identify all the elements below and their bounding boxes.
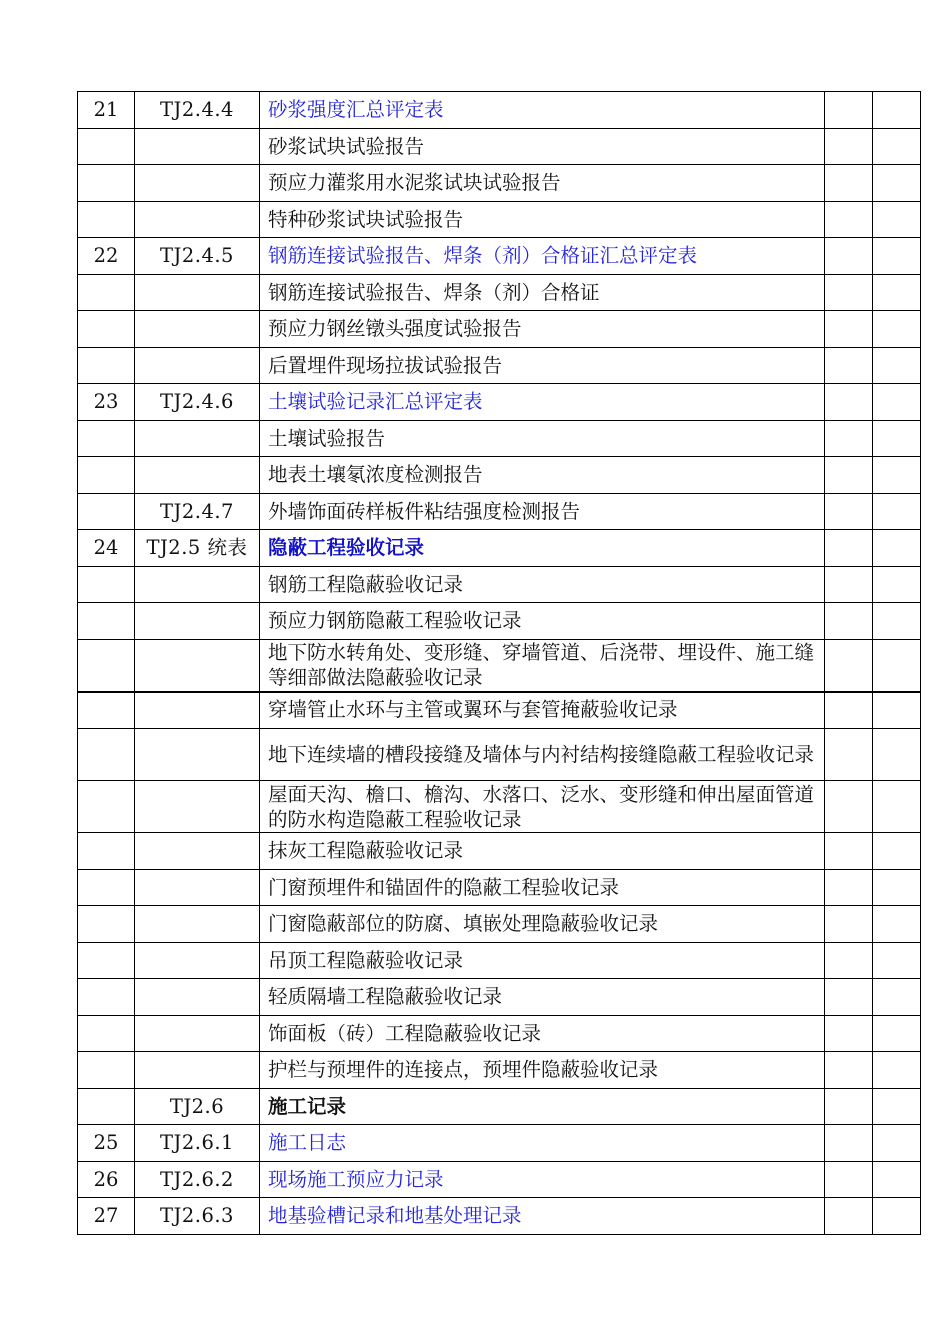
row-blank-cell-b <box>873 1162 921 1198</box>
row-blank-cell-a <box>825 1125 873 1162</box>
row-number-cell <box>78 165 135 202</box>
row-blank-cell-a <box>825 457 873 494</box>
row-number-cell <box>78 729 135 781</box>
row-code-cell: TJ2.6.3 <box>135 1198 260 1235</box>
row-blank-cell-a <box>825 567 873 603</box>
table-row <box>78 906 921 943</box>
table-row <box>78 1125 921 1162</box>
row-title-cell: 钢筋连接试验报告、焊条（剂）合格证 <box>260 275 825 311</box>
row-number-cell <box>78 603 135 640</box>
row-blank-cell-b <box>873 275 921 311</box>
row-blank-cell-a <box>825 494 873 530</box>
row-code-cell <box>135 421 260 457</box>
row-blank-cell-a <box>825 421 873 457</box>
row-number-cell <box>78 1016 135 1052</box>
row-number-cell <box>78 275 135 311</box>
row-blank-cell-b <box>873 692 921 729</box>
row-title-cell[interactable]: 砂浆强度汇总评定表 <box>260 92 825 129</box>
row-number-cell: 25 <box>78 1125 135 1162</box>
row-code-cell: TJ2.6.1 <box>135 1125 260 1162</box>
row-code-cell <box>135 567 260 603</box>
row-title-cell[interactable]: 施工日志 <box>260 1125 825 1162</box>
row-blank-cell-b <box>873 870 921 906</box>
row-blank-cell-a <box>825 311 873 348</box>
row-number-cell <box>78 781 135 833</box>
table-row <box>78 348 921 384</box>
table-row <box>78 165 921 202</box>
row-number-cell <box>78 979 135 1016</box>
table-row <box>78 384 921 421</box>
table-row <box>78 1089 921 1125</box>
table-row <box>78 943 921 979</box>
row-number-cell: 24 <box>78 530 135 567</box>
row-blank-cell-b <box>873 311 921 348</box>
row-code-cell <box>135 640 260 692</box>
row-blank-cell-b <box>873 943 921 979</box>
row-code-cell: TJ2.4.6 <box>135 384 260 421</box>
document-index-table <box>77 91 921 1235</box>
table-row <box>78 1162 921 1198</box>
table-row <box>78 457 921 494</box>
row-number-cell <box>78 833 135 870</box>
row-blank-cell-a <box>825 640 873 692</box>
row-blank-cell-b <box>873 238 921 275</box>
row-blank-cell-a <box>825 1016 873 1052</box>
row-code-cell <box>135 1016 260 1052</box>
row-blank-cell-a <box>825 129 873 165</box>
row-blank-cell-a <box>825 906 873 943</box>
row-number-cell <box>78 692 135 729</box>
row-blank-cell-a <box>825 1052 873 1089</box>
row-number-cell <box>78 1052 135 1089</box>
row-blank-cell-a <box>825 729 873 781</box>
row-blank-cell-a <box>825 202 873 238</box>
row-number-cell <box>78 870 135 906</box>
table-row <box>78 530 921 567</box>
row-number-cell <box>78 348 135 384</box>
row-code-cell <box>135 129 260 165</box>
row-blank-cell-b <box>873 92 921 129</box>
table-row <box>78 129 921 165</box>
row-code-cell <box>135 781 260 833</box>
row-blank-cell-a <box>825 870 873 906</box>
table-row <box>78 238 921 275</box>
row-number-cell: 22 <box>78 238 135 275</box>
row-code-cell <box>135 457 260 494</box>
row-blank-cell-b <box>873 640 921 692</box>
row-title-cell: 门窗预埋件和锚固件的隐蔽工程验收记录 <box>260 870 825 906</box>
row-title-cell: 外墙饰面砖样板件粘结强度检测报告 <box>260 494 825 530</box>
row-title-cell[interactable]: 地基验槽记录和地基处理记录 <box>260 1198 825 1235</box>
row-title-cell: 钢筋工程隐蔽验收记录 <box>260 567 825 603</box>
row-number-cell: 26 <box>78 1162 135 1198</box>
table-row <box>78 870 921 906</box>
row-blank-cell-b <box>873 457 921 494</box>
row-title-cell: 门窗隐蔽部位的防腐、填嵌处理隐蔽验收记录 <box>260 906 825 943</box>
row-blank-cell-b <box>873 421 921 457</box>
row-code-cell <box>135 943 260 979</box>
table-row <box>78 311 921 348</box>
row-number-cell <box>78 457 135 494</box>
row-code-cell <box>135 202 260 238</box>
table-row <box>78 603 921 640</box>
row-title-cell: 预应力钢筋隐蔽工程验收记录 <box>260 603 825 640</box>
row-title-cell: 饰面板（砖）工程隐蔽验收记录 <box>260 1016 825 1052</box>
row-blank-cell-a <box>825 238 873 275</box>
row-code-cell <box>135 833 260 870</box>
row-code-cell: TJ2.6 <box>135 1089 260 1125</box>
row-code-cell <box>135 348 260 384</box>
row-title-cell: 轻质隔墙工程隐蔽验收记录 <box>260 979 825 1016</box>
row-number-cell: 23 <box>78 384 135 421</box>
row-title-cell: 预应力钢丝镦头强度试验报告 <box>260 311 825 348</box>
row-title-cell: 地下连续墙的槽段接缝及墙体与内衬结构接缝隐蔽工程验收记录 <box>260 729 825 781</box>
row-code-cell <box>135 275 260 311</box>
table-body <box>78 92 921 1235</box>
table-row <box>78 979 921 1016</box>
row-title-cell: 砂浆试块试验报告 <box>260 129 825 165</box>
row-blank-cell-a <box>825 1198 873 1235</box>
row-code-cell <box>135 1052 260 1089</box>
row-blank-cell-b <box>873 1089 921 1125</box>
row-title-cell: 后置埋件现场拉拔试验报告 <box>260 348 825 384</box>
table-row <box>78 421 921 457</box>
row-title-cell: 护栏与预埋件的连接点，预埋件隐蔽验收记录 <box>260 1052 825 1089</box>
row-code-cell: TJ2.4.5 <box>135 238 260 275</box>
row-blank-cell-a <box>825 384 873 421</box>
row-title-cell: 穿墙管止水环与主管或翼环与套管掩蔽验收记录 <box>260 692 825 729</box>
row-number-cell <box>78 943 135 979</box>
row-title-cell: 地下防水转角处、变形缝、穿墙管道、后浇带、埋设件、施工缝等细部做法隐蔽验收记录 <box>260 640 825 692</box>
row-number-cell <box>78 567 135 603</box>
table-row <box>78 1052 921 1089</box>
row-blank-cell-a <box>825 1089 873 1125</box>
row-title-cell: 地表土壤氡浓度检测报告 <box>260 457 825 494</box>
row-number-cell <box>78 129 135 165</box>
row-blank-cell-a <box>825 833 873 870</box>
row-blank-cell-b <box>873 979 921 1016</box>
row-blank-cell-b <box>873 833 921 870</box>
row-title-cell: 吊顶工程隐蔽验收记录 <box>260 943 825 979</box>
row-blank-cell-b <box>873 129 921 165</box>
row-number-cell <box>78 202 135 238</box>
row-blank-cell-b <box>873 384 921 421</box>
row-number-cell: 27 <box>78 1198 135 1235</box>
row-number-cell: 21 <box>78 92 135 129</box>
row-blank-cell-b <box>873 348 921 384</box>
row-blank-cell-b <box>873 729 921 781</box>
row-blank-cell-a <box>825 165 873 202</box>
row-blank-cell-a <box>825 692 873 729</box>
table-row <box>78 275 921 311</box>
row-title-cell: 屋面天沟、檐口、檐沟、水落口、泛水、变形缝和伸出屋面管道的防水构造隐蔽工程验收记录 <box>260 781 825 833</box>
row-blank-cell-a <box>825 1162 873 1198</box>
row-blank-cell-a <box>825 92 873 129</box>
row-number-cell <box>78 311 135 348</box>
row-blank-cell-a <box>825 781 873 833</box>
row-blank-cell-b <box>873 603 921 640</box>
row-title-cell: 抹灰工程隐蔽验收记录 <box>260 833 825 870</box>
row-title-cell[interactable]: 土壤试验记录汇总评定表 <box>260 384 825 421</box>
table-row <box>78 494 921 530</box>
row-blank-cell-b <box>873 494 921 530</box>
table-row <box>78 640 921 692</box>
row-code-cell <box>135 729 260 781</box>
table-row <box>78 833 921 870</box>
row-code-cell <box>135 165 260 202</box>
table-row <box>78 92 921 129</box>
row-title-cell: 特种砂浆试块试验报告 <box>260 202 825 238</box>
row-code-cell <box>135 692 260 729</box>
table-row <box>78 567 921 603</box>
table-row <box>78 781 921 833</box>
row-title-cell: 土壤试验报告 <box>260 421 825 457</box>
table-row <box>78 1016 921 1052</box>
row-title-cell: 预应力灌浆用水泥浆试块试验报告 <box>260 165 825 202</box>
row-code-cell <box>135 603 260 640</box>
row-blank-cell-a <box>825 979 873 1016</box>
row-title-cell[interactable]: 钢筋连接试验报告、焊条（剂）合格证汇总评定表 <box>260 238 825 275</box>
row-number-cell <box>78 1089 135 1125</box>
table-row <box>78 202 921 238</box>
row-blank-cell-b <box>873 567 921 603</box>
row-blank-cell-a <box>825 275 873 311</box>
row-code-cell: TJ2.4.4 <box>135 92 260 129</box>
row-blank-cell-a <box>825 530 873 567</box>
table-row <box>78 692 921 729</box>
row-blank-cell-b <box>873 202 921 238</box>
row-number-cell <box>78 906 135 943</box>
table-row <box>78 729 921 781</box>
row-blank-cell-b <box>873 1052 921 1089</box>
row-code-cell: TJ2.4.7 <box>135 494 260 530</box>
row-code-cell <box>135 870 260 906</box>
row-code-cell: TJ2.6.2 <box>135 1162 260 1198</box>
row-blank-cell-b <box>873 906 921 943</box>
row-title-cell[interactable]: 隐蔽工程验收记录 <box>260 530 825 567</box>
row-code-cell <box>135 979 260 1016</box>
row-blank-cell-a <box>825 943 873 979</box>
row-blank-cell-b <box>873 530 921 567</box>
row-number-cell <box>78 640 135 692</box>
row-blank-cell-b <box>873 1198 921 1235</box>
row-title-cell: 施工记录 <box>260 1089 825 1125</box>
row-blank-cell-a <box>825 348 873 384</box>
row-number-cell <box>78 421 135 457</box>
row-code-cell <box>135 906 260 943</box>
row-number-cell <box>78 494 135 530</box>
row-title-cell[interactable]: 现场施工预应力记录 <box>260 1162 825 1198</box>
row-code-cell: TJ2.5 统表 <box>135 530 260 567</box>
row-blank-cell-a <box>825 603 873 640</box>
row-blank-cell-b <box>873 165 921 202</box>
row-blank-cell-b <box>873 781 921 833</box>
row-blank-cell-b <box>873 1016 921 1052</box>
table-row <box>78 1198 921 1235</box>
row-blank-cell-b <box>873 1125 921 1162</box>
row-code-cell <box>135 311 260 348</box>
